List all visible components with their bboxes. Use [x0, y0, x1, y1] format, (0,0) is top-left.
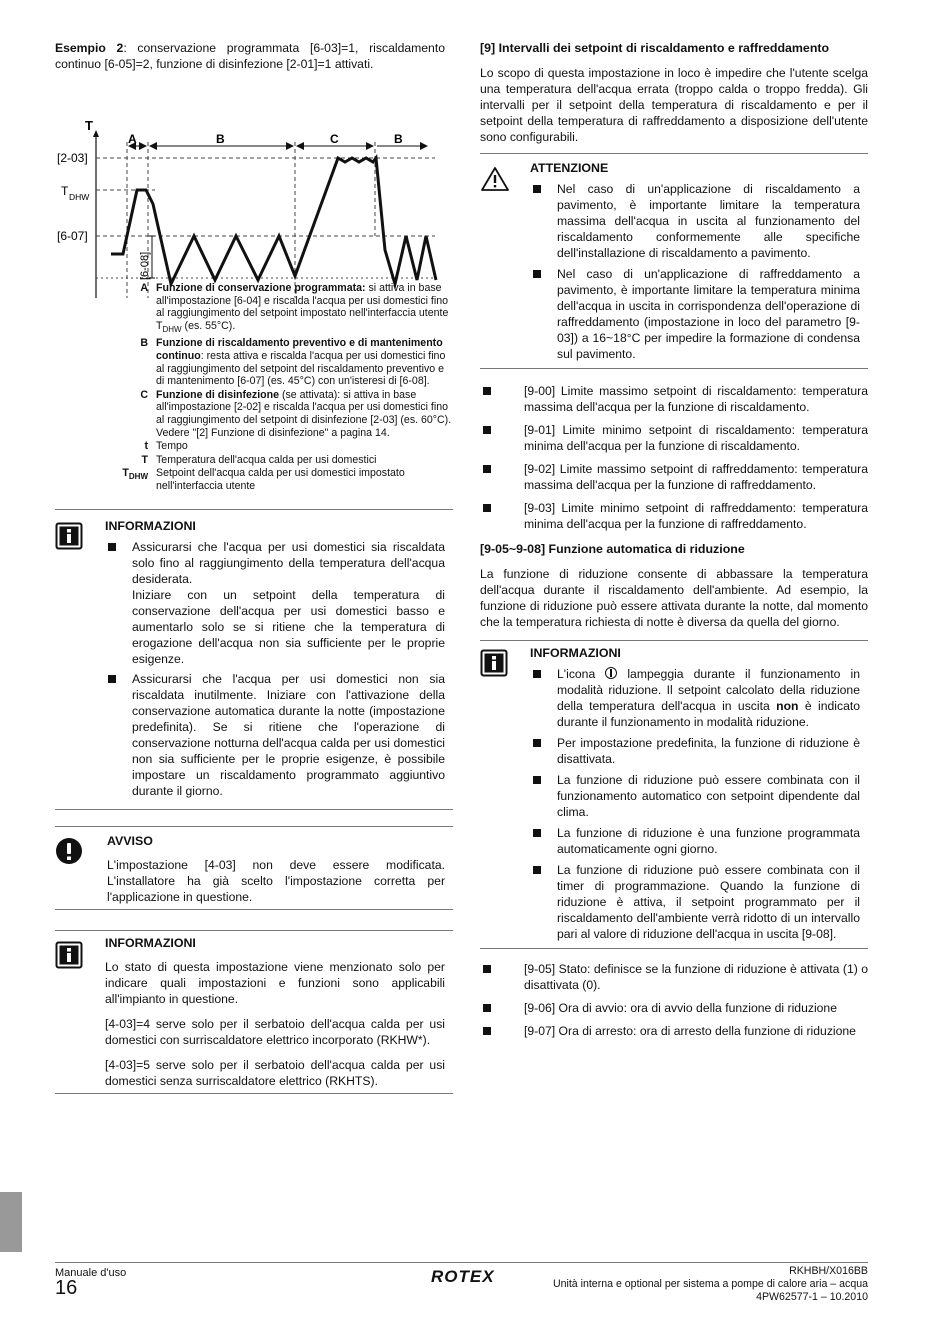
- left-column: [55, 40, 452, 1094]
- example-label: Esempio 2: [55, 41, 124, 55]
- setpoint-list: [480, 383, 868, 532]
- setback-list: [480, 961, 868, 1039]
- list-item: Per impostazione predefinita, la funzione di riduzione è disattivata.: [530, 735, 860, 767]
- zone-label-b: B: [216, 132, 225, 146]
- y-label-tdhw-sub: DHW: [69, 192, 90, 202]
- y-label-6-07: [6-07]: [57, 229, 88, 243]
- info-paragraph: [4-03]=5 serve solo per il serbatoio dell'acqua calda per usi domestici senza surriscaldatore elettrico (RKHTS).: [105, 1057, 445, 1088]
- info-box-3: [480, 640, 868, 949]
- legend-key-text: $T_{DHW}$: [122, 467, 148, 482]
- legend-text: [156, 282, 452, 336]
- legend-row-a: [107, 282, 452, 336]
- page-number: 16: [55, 1277, 78, 1299]
- legend-row-tdhw: [107, 467, 452, 492]
- legend-key: C: [140, 388, 148, 401]
- list-item: [105, 539, 445, 667]
- y-label-tdhw: T: [61, 184, 69, 198]
- info-paragraph: [4-03]=4 serve solo per il serbatoio dell'acqua calda per usi domestici con surriscaldatore elettrico incorporato (RKHW*).: [105, 1016, 445, 1047]
- list-item: [9-03] Limite minimo setpoint di raffreddamento: temperatura minima dell'acqua per la funzione di raffreddamento.: [480, 500, 868, 532]
- info-list: [530, 666, 860, 942]
- list-item: [9-02] Limite massimo setpoint di raffreddamento: temperatura massima dell'acqua per la funzione di raffreddamento.: [480, 461, 868, 493]
- section-title-9-05: [9-05~9-08] Funzione automatica di riduzione: [480, 542, 745, 556]
- page-edge-tab: [0, 1192, 22, 1252]
- info-icon: [55, 522, 83, 554]
- legend-body: (se attivata): si attiva in base all'impostazione [2-02] e riscalda l'acqua per usi domestici fino al raggiungimento del setpoint di disinfezione [2-03] (es. 60°C). Vedere "[2] Funzione di disinfezione" a pagina 14.: [156, 388, 452, 439]
- list-item-text-extra: Iniziare con un setpoint della temperatura di conservazione dell'acqua per usi domestici basso e aumentarlo solo se si ritiene che la temperatura di erogazione dell'acqua non sia sufficiente per le proprie esigenze.: [132, 587, 445, 666]
- y-label-2-03: [2-03]: [57, 151, 88, 165]
- info-title: INFORMAZIONI: [105, 935, 196, 950]
- list-item-text: Assicurarsi che l'acqua per usi domestici sia riscaldata solo fino al raggiungimento della temperatura dell'acqua desiderata.: [132, 539, 445, 586]
- section-title-9: [9] Intervalli dei setpoint di riscaldamento e raffreddamento: [480, 41, 830, 55]
- list-item: [9-06] Ora di avvio: ora di avvio della funzione di riduzione: [480, 1000, 868, 1016]
- footer-description: Unità interna e optional per sistema a pompe di calore aria – acqua: [552, 1278, 868, 1290]
- avviso-text: L'impostazione [4-03] non deve essere modificata. L'installatore ha già scelto l'impostazione corretta per l'applicazione in questione.: [107, 857, 445, 904]
- list-item: La funzione di riduzione è una funzione programmata automaticamente ogni giorno.: [530, 825, 860, 857]
- legend-row-b: [107, 337, 452, 387]
- caution-title: ATTENZIONE: [530, 161, 609, 175]
- legend-text: Tempo: [156, 440, 188, 453]
- list-item: La funzione di riduzione può essere combinata con il funzionamento automatico con setpoint dipendente dal clima.: [530, 772, 860, 820]
- info-list: [105, 539, 445, 799]
- legend-key: t: [144, 440, 148, 453]
- dhw-temperature-chart: [55, 86, 445, 298]
- legend-key: B: [140, 337, 148, 350]
- chart-legend: [107, 282, 452, 493]
- legend-title: Funzione di conservazione programmata:: [156, 282, 366, 294]
- info-title: INFORMAZIONI: [105, 518, 196, 533]
- footer-right: [553, 1265, 868, 1304]
- caution-box: [480, 153, 868, 369]
- info-icon: [55, 941, 83, 973]
- page-footer: [55, 1262, 868, 1303]
- setback-mode-icon: [605, 667, 617, 679]
- list-item: [530, 666, 860, 730]
- legend-key: T: [141, 453, 148, 466]
- zone-label-a: A: [128, 132, 137, 146]
- axis-y-label: T: [85, 118, 93, 133]
- info-box-2: [55, 930, 453, 1094]
- legend-text: Temperatura dell'acqua calda per usi domestici: [156, 453, 377, 466]
- footer-model: RKHBH/X016BB: [789, 1265, 868, 1277]
- example-text: : conservazione programmata [6-03]=1, riscaldamento continuo [6-05]=2, funzione di disinfezione [2-01]=1 attivati.: [55, 41, 445, 71]
- legend-tail: (es. 55°C).: [181, 319, 236, 332]
- list-item-text: è indicato durante il funzionamento in modalità riduzione.: [557, 699, 861, 729]
- footer-manual: Manuale d'uso: [55, 1267, 127, 1279]
- exclamation-icon: [55, 837, 83, 869]
- right-column: [480, 40, 868, 1039]
- legend-row-T: [107, 454, 452, 467]
- info-icon: [480, 649, 508, 681]
- caution-list: [530, 181, 860, 362]
- list-item-text: lampeggia durante il funzionamento in modalità riduzione. Il setpoint calcolato della riduzione della temperatura dell'acqua in uscita: [557, 667, 860, 713]
- rotex-logo: ROTEX: [431, 1267, 495, 1286]
- list-item: Assicurarsi che l'acqua per usi domestici non sia riscaldata inutilmente. Iniziare con l'attivazione della conservazione automatica durante la notte (impostazione predefinita). Se si ritiene che l'operazione di conservazione notturna dell'acqua calda per usi domestici non sia sufficiente per le proprie esigenze, è possibile impostare un riscaldamento programmato aggiuntivo durante il giorno.: [105, 671, 445, 799]
- list-item: [9-00] Limite massimo setpoint di riscaldamento: temperatura massima dell'acqua per la funzione di riscaldamento.: [480, 383, 868, 415]
- list-item-bold: non: [776, 699, 799, 713]
- avviso-title: AVVISO: [107, 833, 153, 848]
- example-paragraph: [55, 40, 445, 72]
- bracket-label-6-08: [6-08]: [139, 251, 151, 280]
- legend-body: : resta attiva e riscalda l'acqua per usi domestici fino al raggiungimento del setpoint del riscaldamento preventivo e di mantenimento [6-07] (es. 45°C) con un'isteresi di [6-08].: [156, 350, 446, 388]
- list-item: [9-05] Stato: definisce se la funzione di riduzione è attivata (1) o disattivata (0).: [480, 961, 868, 993]
- list-item: [9-07] Ora di arresto: ora di arresto della funzione di riduzione: [480, 1023, 868, 1039]
- list-item-text: L'icona: [557, 667, 606, 681]
- temperature-curve: [111, 158, 436, 284]
- legend-title: Funzione di riscaldamento preventivo e di mantenimento continuo: [156, 337, 443, 363]
- section-9-text: Lo scopo di questa impostazione in loco è impedire che l'utente scelga una temperatura dell'acqua errata (troppo calda o troppo fredda). Gli intervalli per il setpoint della temperatura di riscaldamento e per il setpoint della temperatura di raffreddamento a disposizione dell'utente sono configurabili.: [480, 66, 868, 144]
- list-item: Nel caso di un'applicazione di raffreddamento a pavimento, è importante limitare la temperatura minima dell'acqua in uscita in corrispondenza dell'operazione di raffreddamento (impostazione in loco del parametro [9-03]) a 16~18°C per impedire la formazione di condensa sul pavimento.: [530, 266, 860, 362]
- legend-text: [156, 389, 452, 439]
- list-item: Nel caso di un'applicazione di riscaldamento a pavimento, è importante limitare la temperatura massima dell'acqua in uscita al funzionamento del riscaldamento conformemente alle specifiche dell'installazione di riscaldamento a pavimento.: [530, 181, 860, 261]
- legend-row-c: [107, 389, 452, 439]
- legend-row-t: [107, 440, 452, 453]
- info-title: INFORMAZIONI: [530, 646, 621, 660]
- zone-label-b2: B: [394, 132, 403, 146]
- info-box-1: [55, 509, 453, 810]
- section-9-05-text: La funzione di riduzione consente di abbassare la temperatura dell'acqua durante il riscaldamento dell'ambiente. Ad esempio, la funzione di riduzione può essere attivata durante la notte, dal momento che la temperatura richiesta di notte è diversa da quella del giorno.: [480, 567, 868, 629]
- legend-title: Funzione di disinfezione: [156, 388, 280, 401]
- legend-key: [107, 467, 156, 492]
- list-item: La funzione di riduzione può essere combinata con il timer di programmazione. Quando la funzione di riduzione è attiva, il setpoint programmato per il riscaldamento dell'ambiente verrà ridotto di un intervallo pari al valore di riduzione dell'acqua in uscita [9-08].: [530, 862, 860, 942]
- legend-body: si attiva in base all'impostazione [6-04] e riscalda l'acqua per usi domestici fino al raggiungimento del setpoint impostato nell'interfaccia utente T: [156, 282, 449, 332]
- legend-text: [156, 337, 452, 387]
- footer-code: 4PW62577-1 – 10.2010: [756, 1291, 868, 1303]
- zone-label-c: C: [330, 132, 339, 146]
- warning-triangle-icon: [480, 166, 510, 196]
- legend-text: Setpoint dell'acqua calda per usi domestici impostato nell'interfaccia utente: [156, 467, 405, 493]
- list-item: [9-01] Limite minimo setpoint di riscaldamento: temperatura minima dell'acqua per la funzione di riscaldamento.: [480, 422, 868, 454]
- info-paragraph: Lo stato di questa impostazione viene menzionato solo per indicare quali impostazioni e funzioni sono applicabili all'impianto in questione.: [105, 959, 445, 1006]
- legend-sub: DHW: [162, 324, 182, 334]
- legend-key: A: [140, 282, 148, 294]
- warning-box-avviso: [55, 826, 453, 910]
